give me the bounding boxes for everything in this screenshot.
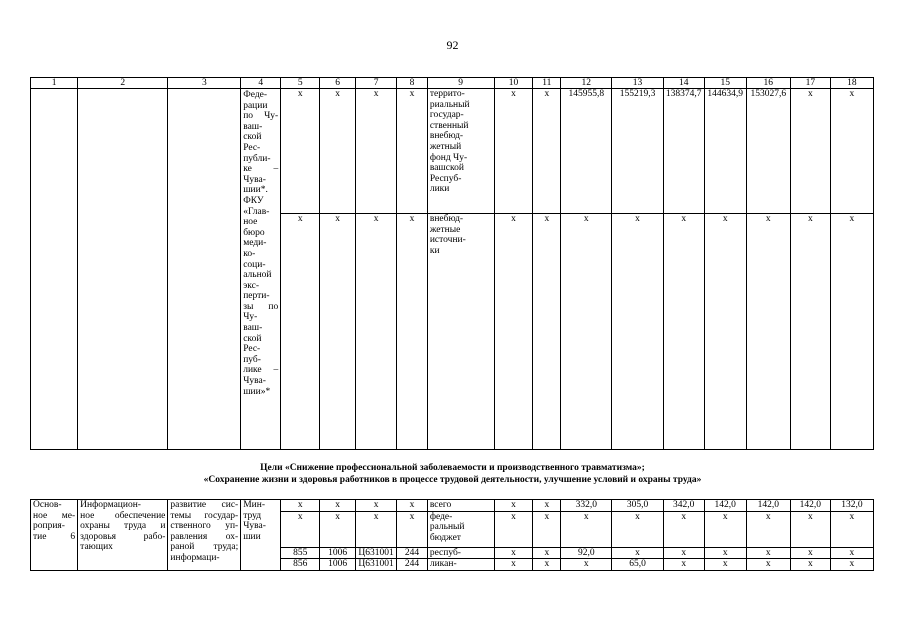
table-cell: 244 [397,547,428,559]
table-cell: x [746,511,790,547]
col-number: 15 [704,78,746,89]
amount-cell: 305,0 [612,500,663,512]
table-cell: x [494,89,533,214]
col-number: 12 [561,78,612,89]
col-number: 4 [241,78,281,89]
table-cell: x [704,547,746,559]
col-number: 2 [78,78,168,89]
empty-cell [168,89,241,450]
funding-source-cell: респуб- [427,547,494,559]
table-cell: x [663,547,704,559]
table-cell: 856 [281,559,320,571]
amount-cell: 342,0 [663,500,704,512]
table-row [31,500,874,512]
col-number: 8 [397,78,428,89]
col-number: 3 [168,78,241,89]
table-cell: x [397,214,428,450]
amount-cell: 142,0 [790,500,830,512]
col-number: 14 [663,78,704,89]
amount-cell: 332,0 [561,500,612,512]
col-number: 6 [320,78,356,89]
table-cell: x [494,511,533,547]
table-cell: x [281,89,320,214]
table-cell: x [281,214,320,450]
measure-task-cell: развитие сис- темы государ- ственного уп- равления ох- раной труда; информаци- [168,500,241,571]
table-cell: x [790,547,830,559]
table-cell: x [790,214,830,450]
table-cell: x [830,559,873,571]
table-cell: x [612,547,663,559]
table-cell: x [830,547,873,559]
measure-name-cell: Информацион- ное обеспечение охраны труда и здоровья рабо- тающих [78,500,168,571]
table-cell: x [830,89,873,214]
responsible-executor-cell: Феде- рации по Чу- ваш- ской Рес- публи- ке – Чува- шии*. ФКУ «Глав- ное бюро меди- ко- соци- альной экс- перти- зы по Чу- ваш- ской Рес- пуб- лике – Чува- шии»* [241,89,281,450]
table-cell: x [663,559,704,571]
col-number: 18 [830,78,873,89]
amount-cell: 153027,6 [746,89,790,214]
funding-source-cell: террито- риальный государ- ственный внебюд- жетный фонд Чу- вашской Респуб- лики [427,89,494,214]
table-cell: 1006 [320,547,356,559]
table-cell: x [320,511,356,547]
funding-source-cell: феде- ральный бюджет [427,511,494,547]
table-cell: x [397,500,428,512]
table-cell: x [561,511,612,547]
table-cell: x [356,214,397,450]
table-cell: x [790,89,830,214]
col-number: 13 [612,78,663,89]
goal-heading-line1: Цели «Снижение профессиональной заболеваемости и производственного травматизма»; [260,463,645,473]
amount-cell: 144634,9 [704,89,746,214]
col-number: 5 [281,78,320,89]
amount-cell: 145955,8 [561,89,612,214]
table-cell: x [397,89,428,214]
table-cell: x [663,214,704,450]
table-cell: 244 [397,559,428,571]
table-cell: x [612,511,663,547]
funding-source-cell: всего [427,500,494,512]
table-cell: x [533,547,561,559]
col-number: 11 [533,78,561,89]
table-cell: x [320,89,356,214]
table-cell: x [533,500,561,512]
table-cell: x [533,89,561,214]
table-cell: x [746,214,790,450]
table-row [31,89,874,214]
table-cell: x [494,547,533,559]
column-number-row [31,78,874,89]
table-cell: x [830,214,873,450]
table-cell: 855 [281,547,320,559]
col-number: 1 [31,78,78,89]
table-cell: x [612,214,663,450]
table-cell: x [533,559,561,571]
table-cell: x [704,214,746,450]
table-cell: x [356,89,397,214]
table-cell: x [320,214,356,450]
col-number: 7 [356,78,397,89]
responsible-executor-cell: Мин- труд Чува- шии [241,500,281,571]
table-cell: x [356,511,397,547]
col-number: 17 [790,78,830,89]
measure-6-table [30,499,874,571]
table-cell: x [320,500,356,512]
amount-cell: 65,0 [612,559,663,571]
table-cell: x [561,214,612,450]
table-cell: x [281,500,320,512]
table-cell: x [397,511,428,547]
funding-source-cell: внебюд- жетные источни- ки [427,214,494,450]
table-cell: x [790,511,830,547]
col-number: 9 [427,78,494,89]
table-cell: x [533,511,561,547]
amount-cell: 138374,7 [663,89,704,214]
table-cell: x [281,511,320,547]
table-cell: x [494,214,533,450]
table-cell: x [533,214,561,450]
table-cell: x [356,500,397,512]
table-cell: x [494,500,533,512]
page-number: 92 [446,38,459,52]
table-cell: x [830,511,873,547]
table-cell: x [746,547,790,559]
measure-title-cell: Основ- ное ме- роприя- тие 6 [31,500,78,571]
table-cell: x [494,559,533,571]
col-number: 10 [494,78,533,89]
empty-cell [78,89,168,450]
table-cell: x [704,511,746,547]
amount-cell: 132,0 [830,500,873,512]
table-cell: x [663,511,704,547]
table-cell: x [704,559,746,571]
amount-cell: 155219,3 [612,89,663,214]
table-cell: 1006 [320,559,356,571]
empty-cell [31,89,78,450]
table-cell: Ц631001 [356,559,397,571]
col-number: 16 [746,78,790,89]
amount-cell: 92,0 [561,547,612,559]
funding-source-cell: ликан- [427,559,494,571]
table-cell: x [790,559,830,571]
table-cell: x [561,559,612,571]
amount-cell: 142,0 [746,500,790,512]
table-cell: x [746,559,790,571]
goal-heading-line2: «Сохранение жизни и здоровья работников в процессе трудовой деятельности, улучшение условий и охраны труда» [203,475,702,485]
table-cell: Ц631001 [356,547,397,559]
amount-cell: 142,0 [704,500,746,512]
budget-table-continuation [30,77,874,450]
